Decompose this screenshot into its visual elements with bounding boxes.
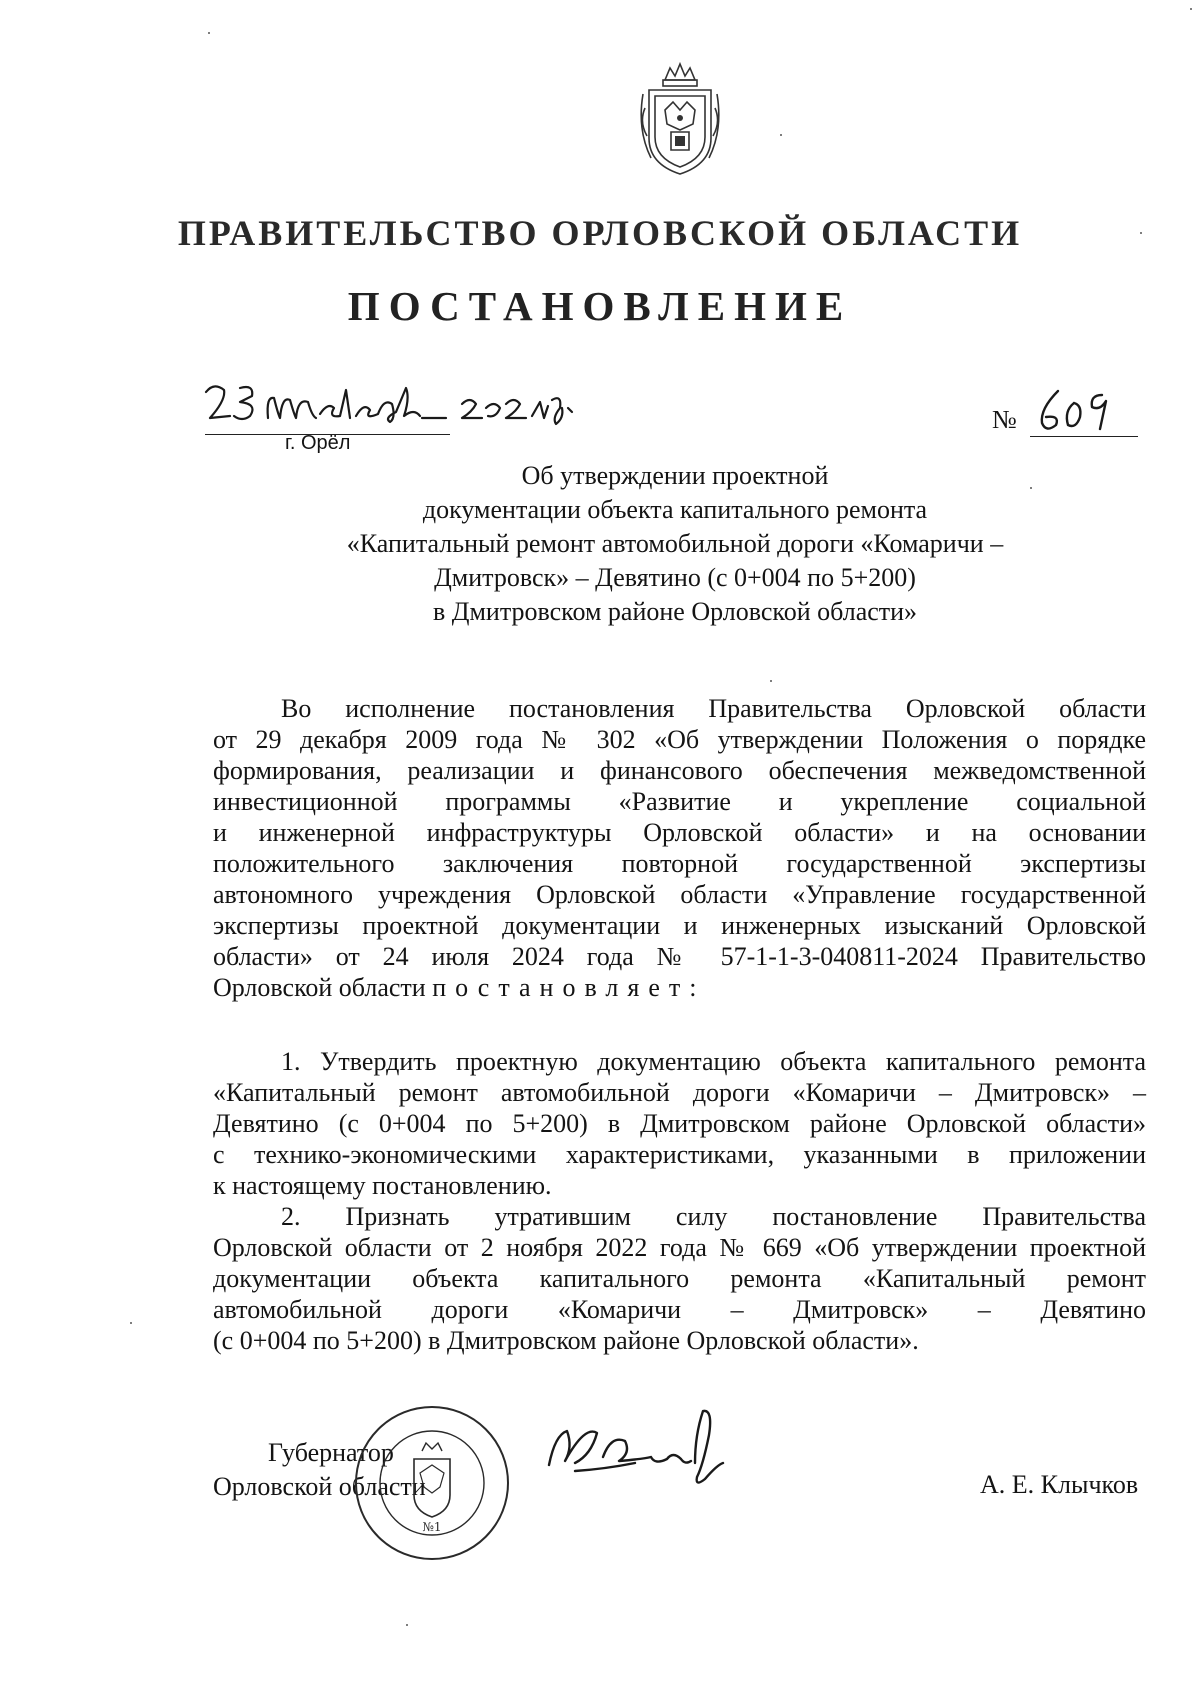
- preamble-final-line: [213, 972, 1146, 1003]
- signatory-name: А. Е. Клычков: [980, 1470, 1139, 1499]
- preamble-line: от 29 декабря 2009 года № 302 «Об утверждении Положения о порядке: [213, 725, 1146, 754]
- scan-speck: [130, 1322, 132, 1324]
- item-2-line: (с 0+004 по 5+200) в Дмитровском районе Орловской области».: [213, 1326, 919, 1355]
- position-line: Губернатор: [268, 1438, 394, 1467]
- city: г. Орёл: [285, 432, 351, 454]
- item-2-paragraph: [213, 1201, 1146, 1356]
- preamble-line: инвестиционной программы «Развитие и укрепление социальной: [213, 787, 1146, 816]
- document-title: [300, 459, 1050, 629]
- handwritten-date: [200, 378, 580, 440]
- number-sign: №: [992, 405, 1017, 434]
- title-line: «Капитальный ремонт автомобильной дороги «Комаричи –: [346, 529, 1004, 558]
- title-line: Дмитровск» – Девятино (с 0+004 по 5+200): [434, 563, 916, 592]
- number-underline: [1030, 436, 1138, 437]
- organization-heading: ПРАВИТЕЛЬСТВО ОРЛОВСКОЙ ОБЛАСТИ: [177, 213, 1023, 253]
- preamble-final-text: Орловской области: [213, 973, 426, 1002]
- preamble-line: Во исполнение постановления Правительства Орловской области: [281, 694, 1146, 723]
- handwritten-signature: [545, 1405, 730, 1497]
- enact-word: постановляет:: [432, 973, 706, 1002]
- item-2-line: 2. Признать утратившим силу постановление Правительства: [281, 1202, 1146, 1231]
- item-1-line: с технико-экономическими характеристиками, указанными в приложении: [213, 1140, 1146, 1169]
- svg-text:№1: №1: [422, 1520, 442, 1534]
- scan-speck: [406, 1624, 408, 1626]
- scan-speck: [1190, 8, 1192, 10]
- scan-speck: [780, 134, 782, 136]
- title-line: документации объекта капитального ремонта: [422, 495, 928, 524]
- title-line: в Дмитровском районе Орловской области»: [432, 597, 918, 626]
- preamble-line: области» от 24 июля 2024 года № 57-1-1-3-040811-2024 Правительство: [213, 942, 1146, 971]
- item-1-line: «Капитальный ремонт автомобильной дороги «Комаричи – Дмитровск» –: [213, 1078, 1146, 1107]
- scan-speck: [1030, 487, 1032, 489]
- preamble-paragraph: [213, 693, 1146, 1003]
- handwritten-number: [1030, 385, 1120, 437]
- coat-of-arms-icon: [635, 60, 725, 178]
- official-stamp-icon: [352, 1403, 512, 1563]
- item-2-line: автомобильной дороги «Комаричи – Дмитровск» – Девятино: [213, 1295, 1146, 1324]
- position-line: Орловской области: [213, 1472, 426, 1501]
- document-type-heading: ПОСТАНОВЛЕНИЕ: [347, 283, 853, 329]
- preamble-line: формирования, реализации и финансового обеспечения межведомственной: [213, 756, 1146, 785]
- item-1-line: к настоящему постановлению.: [213, 1171, 552, 1200]
- item-1-paragraph: [213, 1046, 1146, 1201]
- preamble-line: экспертизы проектной документации и инженерных изысканий Орловской: [213, 911, 1146, 940]
- item-1-line: Девятино (с 0+004 по 5+200) в Дмитровском районе Орловской области»: [213, 1109, 1146, 1138]
- item-2-line: Орловской области от 2 ноября 2022 года № 669 «Об утверждении проектной: [213, 1233, 1146, 1262]
- item-2-line: документации объекта капитального ремонта «Капитальный ремонт: [213, 1264, 1146, 1293]
- preamble-line: автономного учреждения Орловской области «Управление государственной: [213, 880, 1146, 909]
- title-line: Об утверждении проектной: [521, 461, 829, 490]
- scan-speck: [208, 32, 210, 34]
- scan-speck: [770, 680, 772, 682]
- preamble-line: положительного заключения повторной государственной экспертизы: [213, 849, 1146, 878]
- scan-speck: [1140, 232, 1142, 234]
- preamble-line: и инженерной инфраструктуры Орловской области» и на основании: [213, 818, 1146, 847]
- item-1-line: 1. Утвердить проектную документацию объекта капитального ремонта: [281, 1047, 1146, 1076]
